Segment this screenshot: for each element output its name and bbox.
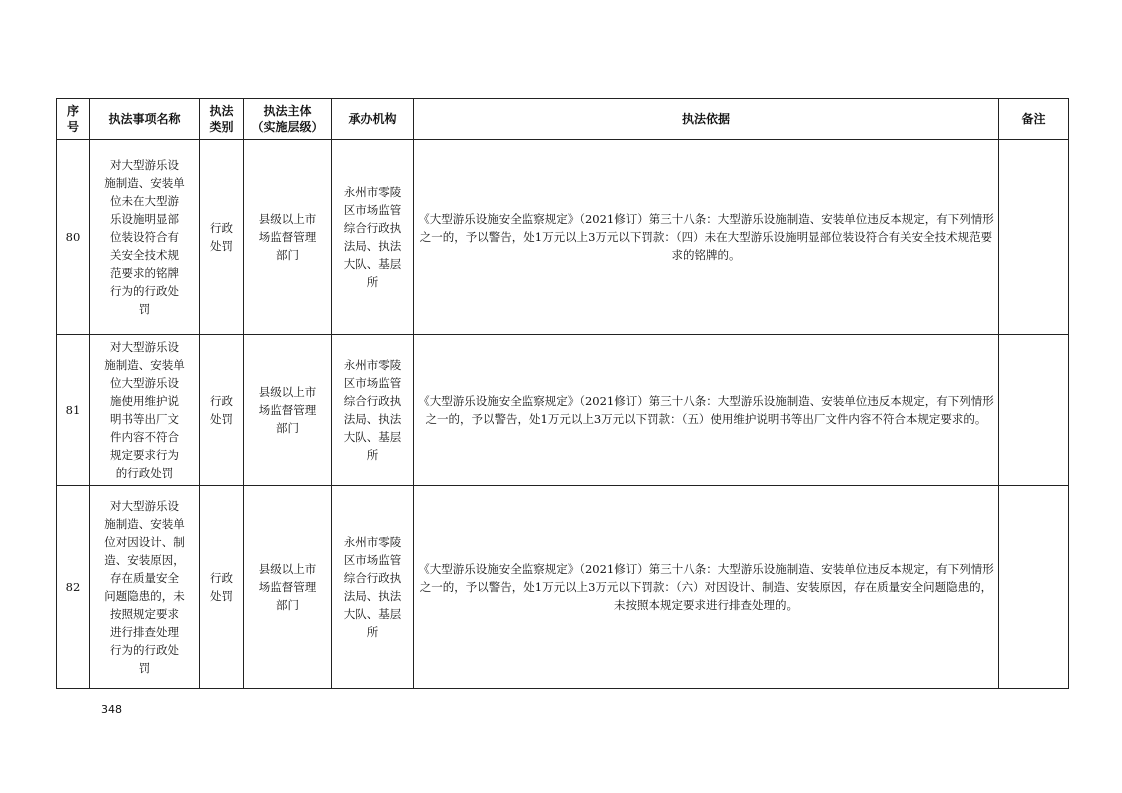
header-agency: 承办机构	[332, 99, 414, 140]
enforcement-items-table	[56, 98, 1069, 689]
header-subject: 执法主体 （实施层级）	[244, 99, 332, 140]
cell-subject: 县级以上市 场监督管理 部门	[244, 335, 332, 486]
header-category: 执法 类别	[200, 99, 244, 140]
table-row	[57, 335, 1069, 486]
cell-name: 对大型游乐设 施制造、安装单 位未在大型游 乐设施明显部 位装设符合有 关安全技术规 范要求的铭牌 行为的行政处 罚	[90, 140, 200, 335]
table-row	[57, 140, 1069, 335]
cell-seq: 82	[57, 486, 90, 689]
cell-category: 行政 处罚	[200, 486, 244, 689]
cell-seq: 80	[57, 140, 90, 335]
cell-remarks	[999, 486, 1069, 689]
cell-basis: 《大型游乐设施安全监察规定》（2021修订）第三十八条：大型游乐设施制造、安装单位违反本规定，有下列情形之一的，予以警告，处1万元以上3万元以下罚款：（六）对因设计、制造、安装原因，存在质量安全问题隐患的，未按照本规定要求进行排查处理的。	[414, 486, 999, 689]
header-remarks: 备注	[999, 99, 1069, 140]
cell-agency: 永州市零陵 区市场监管 综合行政执 法局、执法 大队、基层 所	[332, 335, 414, 486]
page-number: 348	[101, 703, 122, 716]
cell-agency: 永州市零陵 区市场监管 综合行政执 法局、执法 大队、基层 所	[332, 486, 414, 689]
table-row	[57, 486, 1069, 689]
cell-seq: 81	[57, 335, 90, 486]
cell-subject: 县级以上市 场监督管理 部门	[244, 140, 332, 335]
cell-name: 对大型游乐设 施制造、安装单 位大型游乐设 施使用维护说 明书等出厂文 件内容不符合 规定要求行为 的行政处罚	[90, 335, 200, 486]
cell-name: 对大型游乐设 施制造、安装单 位对因设计、制 造、安装原因， 存在质量安全 问题隐患的，未 按照规定要求 进行排查处理 行为的行政处 罚	[90, 486, 200, 689]
cell-category: 行政 处罚	[200, 335, 244, 486]
cell-category: 行政 处罚	[200, 140, 244, 335]
header-basis: 执法依据	[414, 99, 999, 140]
cell-remarks	[999, 140, 1069, 335]
header-name: 执法事项名称	[90, 99, 200, 140]
cell-remarks	[999, 335, 1069, 486]
header-seq: 序 号	[57, 99, 90, 140]
cell-basis: 《大型游乐设施安全监察规定》（2021修订）第三十八条：大型游乐设施制造、安装单位违反本规定，有下列情形之一的，予以警告，处1万元以上3万元以下罚款：（四）未在大型游乐设施明显部位装设符合有关安全技术规范要求的铭牌的。	[414, 140, 999, 335]
cell-agency: 永州市零陵 区市场监管 综合行政执 法局、执法 大队、基层 所	[332, 140, 414, 335]
cell-basis: 《大型游乐设施安全监察规定》（2021修订）第三十八条：大型游乐设施制造、安装单位违反本规定，有下列情形之一的，予以警告，处1万元以上3万元以下罚款：（五）使用维护说明书等出厂文件内容不符合本规定要求的。	[414, 335, 999, 486]
table-header-row	[57, 99, 1069, 140]
cell-subject: 县级以上市 场监督管理 部门	[244, 486, 332, 689]
